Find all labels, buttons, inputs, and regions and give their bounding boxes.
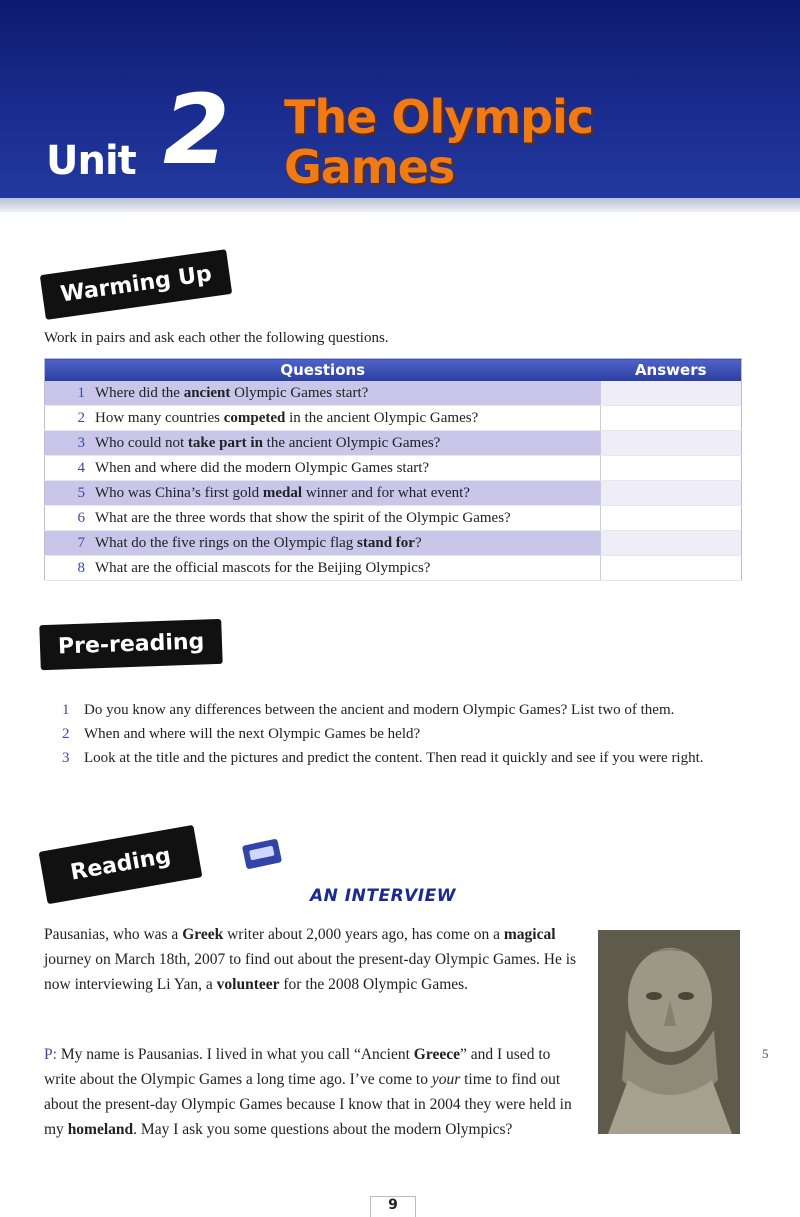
question-number: 3 [45, 431, 90, 456]
dialog-segment: time to find out about the present-day Olympic Games because I know that in 2004 they were held in my [44, 1071, 572, 1138]
table-row [45, 456, 742, 481]
question-segment: What do the five rings on the Olympic flag [95, 534, 358, 551]
question-number: 5 [45, 481, 90, 506]
dialog-segment: homeland [67, 1121, 134, 1138]
question-number: 7 [45, 531, 90, 556]
question-segment: ? [414, 534, 422, 551]
question-number: 6 [45, 506, 90, 531]
intro-segment: magical [503, 926, 556, 943]
article-intro [44, 922, 584, 997]
intro-segment: Pausanias, who was a [44, 926, 183, 943]
question-segment: Where did the [95, 384, 184, 401]
dialog-segment: your [431, 1071, 461, 1088]
question-number: 4 [45, 456, 90, 481]
question-segment: What are the official mascots for the Beijing Olympics? [95, 559, 431, 576]
dialog-segment: ” and I used to write about the Olympic Games a long time ago. I’ve come to [44, 1046, 551, 1088]
question-text [89, 406, 601, 431]
table-row [45, 481, 742, 506]
question-number: 2 [45, 406, 90, 431]
unit-label: Unit [46, 138, 136, 184]
question-segment: competed [223, 409, 286, 426]
question-text [89, 381, 601, 406]
list-item-number: 3 [62, 750, 70, 766]
question-text [89, 531, 601, 556]
question-text [89, 456, 601, 481]
questions-table [44, 358, 742, 581]
list-item-text: Look at the title and the pictures and predict the content. Then read it quickly and see if you were right. [84, 750, 704, 766]
intro-segment: for the 2008 Olympic Games. [279, 976, 469, 993]
question-segment: stand for [357, 534, 415, 551]
question-text [89, 481, 601, 506]
intro-segment: writer about 2,000 years ago, has come on a [223, 926, 504, 943]
intro-segment: journey on March 18th, 2007 to find out about the present-day Olympic Games. He is now interviewing Li Yan, a [44, 951, 577, 993]
table-row [45, 431, 742, 456]
answer-cell[interactable] [601, 531, 742, 556]
warming-up-instruction: Work in pairs and ask each other the following questions. [44, 330, 389, 346]
question-segment: in the ancient Olympic Games? [285, 409, 479, 426]
table-row [45, 531, 742, 556]
question-text [89, 556, 601, 581]
unit-title-line2: Games [284, 140, 455, 194]
table-row [45, 506, 742, 531]
question-text [89, 431, 601, 456]
bust-illustration [598, 930, 740, 1134]
answer-cell[interactable] [601, 556, 742, 581]
question-segment: Who could not [95, 434, 188, 451]
question-segment: Who was China’s first gold [95, 484, 263, 501]
question-number: 1 [45, 381, 90, 406]
question-segment: What are the three words that show the spirit of the Olympic Games? [95, 509, 511, 526]
table-row [45, 556, 742, 581]
intro-segment: Greek [182, 926, 224, 943]
pausanias-bust-image [598, 930, 740, 1134]
question-number: 8 [45, 556, 90, 581]
unit-title [284, 92, 593, 192]
reading-badge: Reading [39, 825, 203, 905]
cassette-tape-icon [242, 839, 282, 870]
question-segment: take part in [187, 434, 263, 451]
dialog-paragraph [44, 1042, 584, 1142]
dialog-segment: My name is Pausanias. I lived in what you call “Ancient [60, 1046, 414, 1063]
question-segment: the ancient Olympic Games? [262, 434, 441, 451]
question-segment: winner and for what event? [302, 484, 470, 501]
answer-cell[interactable] [601, 481, 742, 506]
list-item [62, 746, 752, 770]
speaker-label: P: [44, 1046, 57, 1063]
questions-body [45, 381, 742, 581]
questions-header: Questions [45, 359, 601, 382]
answer-cell[interactable] [601, 406, 742, 431]
dialog-text [44, 1046, 572, 1138]
list-item-number: 2 [62, 726, 70, 742]
question-text [89, 506, 601, 531]
question-segment: medal [262, 484, 303, 501]
article-title: AN INTERVIEW [310, 886, 457, 906]
question-segment: ancient [183, 384, 231, 401]
list-item-number: 1 [62, 702, 70, 718]
list-item-text: When and where will the next Olympic Games be held? [84, 726, 421, 742]
unit-title-line1: The Olympic [284, 90, 594, 144]
warming-up-badge: Warming Up [40, 249, 233, 320]
header-strip [0, 198, 800, 212]
answer-cell[interactable] [601, 456, 742, 481]
pre-reading-badge: Pre-reading [39, 619, 223, 670]
answers-header: Answers [601, 359, 742, 382]
intro-segment: volunteer [216, 976, 280, 993]
answer-cell[interactable] [601, 381, 742, 406]
question-segment: When and where did the modern Olympic Games start? [95, 459, 430, 476]
answer-cell[interactable] [601, 431, 742, 456]
answer-cell[interactable] [601, 506, 742, 531]
table-row [45, 406, 742, 431]
list-item [62, 698, 752, 722]
question-segment: How many countries [95, 409, 224, 426]
list-item [62, 722, 752, 746]
pre-reading-list [62, 698, 752, 770]
page-number: 9 [370, 1196, 416, 1217]
line-number: 5 [762, 1046, 769, 1061]
unit-number: 2 [163, 74, 230, 186]
table-row [45, 381, 742, 406]
dialog-segment: Greece [413, 1046, 460, 1063]
question-segment: Olympic Games start? [230, 384, 369, 401]
dialog-segment: . May I ask you some questions about the modern Olympics? [133, 1121, 513, 1138]
list-item-text: Do you know any differences between the ancient and modern Olympic Games? List two of them. [84, 702, 675, 718]
